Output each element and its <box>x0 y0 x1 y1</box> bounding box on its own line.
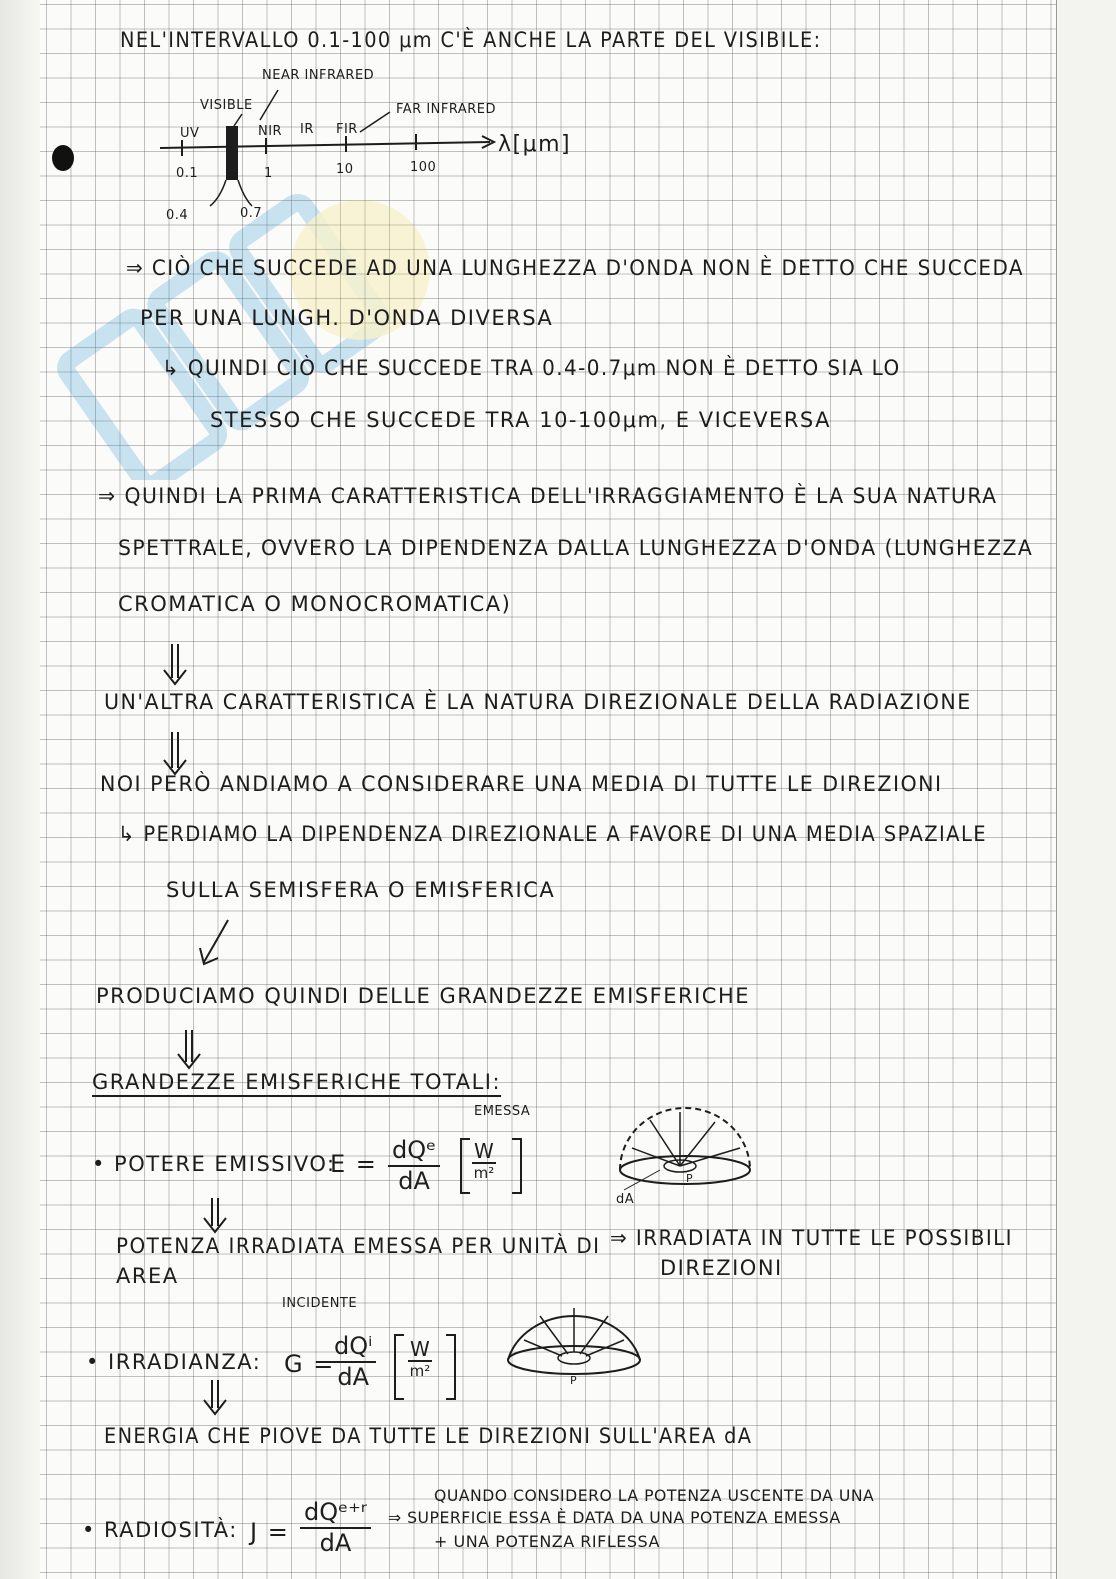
unit-numerator: W <box>410 1337 430 1361</box>
incidente-annotation: INCIDENTE <box>282 1296 358 1311</box>
unit-bracket-right <box>446 1334 456 1400</box>
fir-label: FIR <box>336 122 358 137</box>
unit-bracket-right <box>512 1138 522 1194</box>
line-succede-2: PER UNA LUNGH. D'ONDA DIVERSA <box>140 306 554 330</box>
line-succede-1: ⇒ CIÒ CHE SUCCEDE AD UNA LUNGHEZZA D'ONDA NON È DETTO CHE SUCCEDA <box>126 256 1024 280</box>
tick-0-4: 0.4 <box>166 208 189 223</box>
radiosity-desc-1: QUANDO CONSIDERO LA POTENZA USCENTE DA UNA <box>434 1486 875 1505</box>
emissive-symbol: E = <box>330 1150 378 1178</box>
wavelength-axis-label: λ[μm] <box>498 132 572 157</box>
down-arrow-icon <box>174 1030 204 1070</box>
emissive-desc-2: AREA <box>116 1264 179 1288</box>
visible-label: VISIBLE <box>200 98 253 113</box>
emissive-unit <box>472 1140 496 1182</box>
irradiance-unit <box>408 1338 432 1380</box>
line-spettrale-2: SPETTRALE, OVVERO LA DIPENDENZA DALLA LUNGHEZZA D'ONDA (LUNGHEZZA <box>118 536 1034 560</box>
irradiance-label: • IRRADIANZA: <box>86 1350 262 1374</box>
irradiance-p-label: P <box>570 1374 578 1387</box>
down-arrow-icon <box>200 1198 230 1234</box>
radiosity-desc-3: + UNA POTENZA RIFLESSA <box>434 1532 660 1551</box>
near-infrared-label: NEAR INFRARED <box>262 68 375 83</box>
intro-line: NEL'INTERVALLO 0.1-100 μm C'È ANCHE LA PARTE DEL VISIBILE: <box>120 28 822 52</box>
unit-numerator: W <box>474 1139 494 1163</box>
emissive-fraction <box>388 1138 440 1194</box>
tick-0-1: 0.1 <box>176 166 199 181</box>
unit-bracket-left <box>460 1138 470 1194</box>
tick-100: 100 <box>410 160 437 175</box>
tick-1: 1 <box>264 166 273 181</box>
section-heading: GRANDEZZE EMISFERICHE TOTALI: <box>92 1070 502 1094</box>
nir-label: NIR <box>258 124 283 139</box>
page-left-margin <box>0 0 40 1579</box>
uv-label: UV <box>180 126 200 141</box>
line-direzionale: UN'ALTRA CARATTERISTICA È LA NATURA DIREZIONALE DELLA RADIAZIONE <box>104 690 972 714</box>
radiosity-numerator: dQᵉ⁺ʳ <box>300 1500 371 1529</box>
line-quindi-2: STESSO CHE SUCCEDE TRA 10-100μm, E VICEVERSA <box>210 408 832 432</box>
down-arrow-icon <box>200 1380 230 1416</box>
emessa-annotation: EMESSA <box>474 1104 531 1119</box>
radiosity-label: • RADIOSITÀ: <box>82 1518 238 1542</box>
curved-arrow-icon <box>196 918 236 968</box>
emissive-desc-1: POTENZA IRRADIATA EMESSA PER UNITÀ DI <box>116 1234 601 1258</box>
line-spettrale-1: ⇒ QUINDI LA PRIMA CARATTERISTICA DELL'IRRAGGIAMENTO È LA SUA NATURA <box>98 484 998 508</box>
radiosity-desc-2: ⇒ SUPERFICIE ESSA È DATA DA UNA POTENZA EMESSA <box>388 1508 841 1527</box>
tick-10: 10 <box>336 162 354 177</box>
irradiance-numerator: dQⁱ <box>330 1334 376 1363</box>
emissive-numerator: dQᵉ <box>388 1138 440 1167</box>
irradiance-denominator: dA <box>337 1363 370 1392</box>
emissive-desc-3: ⇒ IRRADIATA IN TUTTE LE POSSIBILI <box>610 1226 1013 1250</box>
line-quindi-1: ↳ QUINDI CIÒ CHE SUCCEDE TRA 0.4-0.7μm NON È DETTO SIA LO <box>162 356 901 380</box>
irradiance-symbol: G = <box>284 1350 335 1378</box>
emissive-label: • POTERE EMISSIVO: <box>92 1152 336 1176</box>
irradiance-fraction <box>330 1334 376 1390</box>
hemisphere-da-label: dA <box>616 1192 635 1207</box>
ir-label: IR <box>300 122 314 137</box>
line-produciamo: PRODUCIAMO QUINDI DELLE GRANDEZZE EMISFERICHE <box>96 984 751 1008</box>
down-arrow-icon <box>160 732 190 774</box>
line-perdiamo: ↳ PERDIAMO LA DIPENDENZA DIREZIONALE A FAVORE DI UNA MEDIA SPAZIALE <box>118 822 987 846</box>
line-media-direzioni: NOI PERÒ ANDIAMO A CONSIDERARE UNA MEDIA DI TUTTE LE DIREZIONI <box>100 772 943 796</box>
hemisphere-p-label: P <box>686 1172 694 1185</box>
radiosity-denominator: dA <box>319 1529 352 1558</box>
line-semisfera: SULLA SEMISFERA O EMISFERICA <box>166 878 556 902</box>
unit-denominator: m² <box>473 1164 495 1182</box>
line-spettrale-3: CROMATICA O MONOCROMATICA) <box>118 592 512 616</box>
emissive-denominator: dA <box>398 1167 430 1196</box>
spectrum-diagram <box>160 80 520 220</box>
emissive-desc-4: DIREZIONI <box>660 1256 783 1280</box>
irradiance-desc: ENERGIA CHE PIOVE DA TUTTE LE DIREZIONI SULL'AREA dA <box>104 1424 753 1448</box>
down-arrow-icon <box>160 644 190 684</box>
unit-bracket-left <box>394 1334 404 1400</box>
unit-denominator: m² <box>409 1362 431 1380</box>
far-infrared-label: FAR INFRARED <box>396 102 497 117</box>
radiosity-symbol: J = <box>250 1518 290 1546</box>
radiosity-fraction <box>300 1500 371 1556</box>
binder-hole <box>52 145 74 171</box>
tick-0-7: 0.7 <box>240 206 263 221</box>
